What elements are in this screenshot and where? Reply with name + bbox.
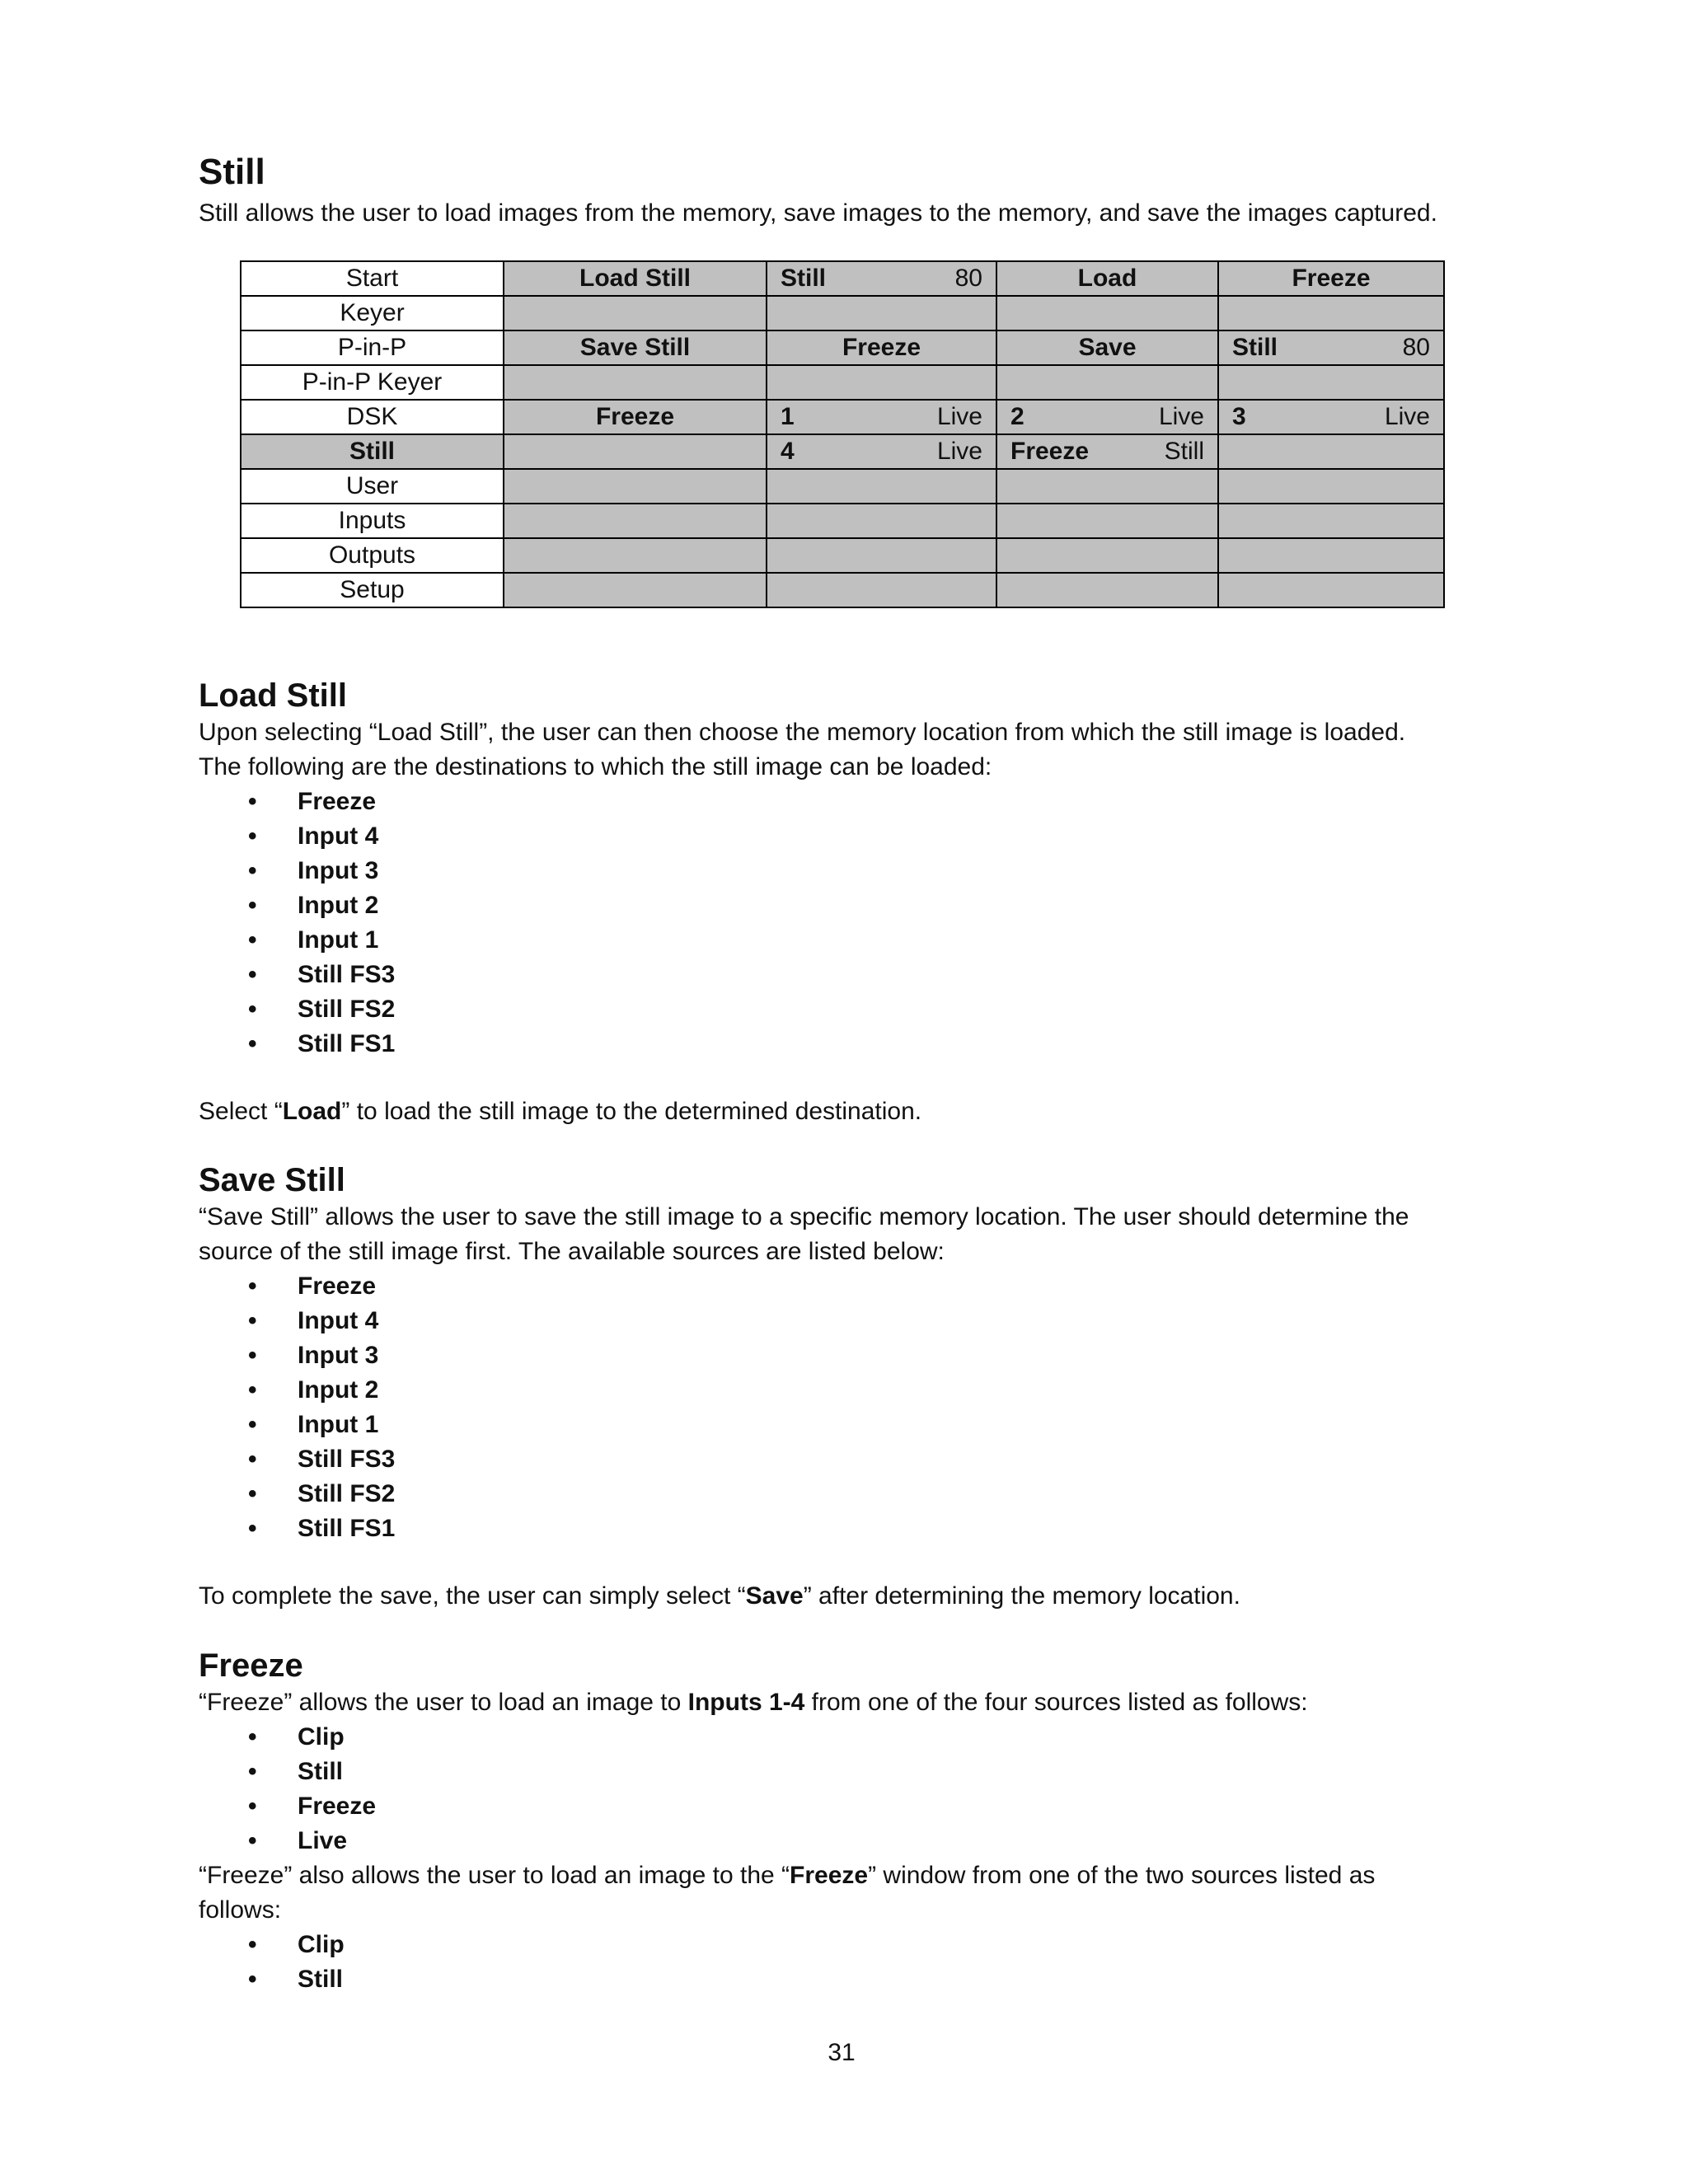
empty-cell: [767, 296, 996, 330]
empty-cell: [1218, 434, 1444, 469]
cell-value: Live: [936, 438, 982, 465]
cell-label: 2: [1010, 403, 1025, 430]
list-item: • Input 4: [248, 1304, 1484, 1338]
freeze-section: [199, 1646, 1484, 1997]
freeze-para2: [199, 1858, 1484, 1893]
text-part: ” window from one of the two sources listed as: [868, 1862, 1376, 1889]
list-item: • Live: [248, 1824, 1484, 1858]
list-item: • Input 3: [248, 854, 1484, 888]
table-row: [241, 330, 1444, 365]
inputs-keyword: Inputs 1-4: [687, 1689, 805, 1716]
freeze-cell[interactable]: Freeze: [1218, 261, 1444, 296]
save-still-heading: Save Still: [199, 1162, 345, 1198]
load-cell[interactable]: Load: [996, 261, 1218, 296]
menu-item-dsk[interactable]: DSK: [241, 400, 504, 434]
empty-cell: [504, 538, 767, 573]
load-destination-list: [199, 785, 1484, 1062]
input-2-cell[interactable]: [996, 400, 1218, 434]
empty-cell: [1218, 365, 1444, 400]
list-item: • Input 1: [248, 1408, 1484, 1442]
save-still-para1: “Save Still” allows the user to save the still image to a specific memory location. The user should determine the: [199, 1203, 1409, 1230]
cell-label: 4: [781, 438, 795, 465]
menu-item-user[interactable]: User: [241, 469, 504, 504]
load-keyword: Load: [282, 1098, 342, 1125]
list-item: • Still: [248, 1962, 1484, 1997]
list-item: • Freeze: [248, 1269, 1484, 1304]
text-part: To complete the save, the user can simply select “: [199, 1582, 746, 1610]
cell-value: Live: [1158, 403, 1204, 430]
cell-value: Still: [1164, 438, 1204, 465]
cell-value: 80: [1402, 334, 1430, 361]
empty-cell: [504, 296, 767, 330]
list-item: • Still FS3: [248, 958, 1484, 992]
empty-cell: [996, 365, 1218, 400]
empty-cell: [767, 573, 996, 607]
menu-table: [240, 260, 1445, 608]
list-item: • Input 4: [248, 819, 1484, 854]
menu-item-still[interactable]: Still: [241, 434, 504, 469]
cell-label: 1: [781, 403, 795, 430]
table-row: [241, 400, 1444, 434]
load-still-heading: Load Still: [199, 677, 347, 714]
still-value-cell[interactable]: [767, 261, 996, 296]
save-keyword: Save: [745, 1582, 804, 1610]
page-number: 31: [828, 2039, 856, 2066]
input-3-cell[interactable]: [1218, 400, 1444, 434]
load-still-section: [199, 676, 1484, 1129]
empty-cell: [767, 538, 996, 573]
empty-cell: [996, 296, 1218, 330]
still-value-cell[interactable]: [1218, 330, 1444, 365]
empty-cell: [504, 434, 767, 469]
empty-cell: [1218, 469, 1444, 504]
empty-cell: [996, 573, 1218, 607]
list-item: • Still FS2: [248, 992, 1484, 1027]
list-item: • Input 3: [248, 1338, 1484, 1373]
cell-value: Live: [1384, 403, 1430, 430]
input-4-cell[interactable]: [767, 434, 996, 469]
list-item: • Input 2: [248, 1373, 1484, 1408]
save-still-section: [199, 1160, 1484, 1614]
freeze-window-cell[interactable]: [996, 434, 1218, 469]
empty-cell: [996, 538, 1218, 573]
menu-item-setup[interactable]: Setup: [241, 573, 504, 607]
list-item: • Freeze: [248, 1789, 1484, 1824]
table-row: [241, 504, 1444, 538]
empty-cell: [767, 365, 996, 400]
text-part: “Freeze” allows the user to load an image to: [199, 1689, 688, 1716]
freeze-keyword: Freeze: [790, 1862, 869, 1889]
save-complete-instruction: [199, 1579, 1484, 1614]
cell-label: Still: [781, 265, 827, 292]
list-item: • Still FS2: [248, 1477, 1484, 1511]
section-title: Still: [199, 152, 265, 192]
cell-label: Freeze: [1010, 438, 1090, 465]
load-select-instruction: [199, 1094, 1484, 1129]
empty-cell: [1218, 296, 1444, 330]
freeze-heading: Freeze: [199, 1647, 303, 1684]
freeze-para1: [199, 1685, 1484, 1720]
section-intro: Still allows the user to load images from the memory, save images to the memory, and save the images captured.: [199, 199, 1437, 227]
table-row: [241, 296, 1444, 330]
list-item: • Still: [248, 1755, 1484, 1789]
list-item: • Still FS3: [248, 1442, 1484, 1477]
table-row: [241, 469, 1444, 504]
table-row: [241, 573, 1444, 607]
cell-label: Still: [1232, 334, 1278, 361]
cell-value: Live: [936, 403, 982, 430]
list-item: • Still FS1: [248, 1511, 1484, 1546]
save-still-cell[interactable]: Save Still: [504, 330, 767, 365]
empty-cell: [504, 469, 767, 504]
text-part: ” to load the still image to the determined destination.: [341, 1098, 922, 1125]
load-still-para2: The following are the destinations to which the still image can be loaded:: [199, 753, 992, 780]
menu-item-inputs[interactable]: Inputs: [241, 504, 504, 538]
list-item: • Freeze: [248, 785, 1484, 819]
menu-item-start[interactable]: Start: [241, 261, 504, 296]
empty-cell: [1218, 573, 1444, 607]
list-item: • Clip: [248, 1928, 1484, 1962]
table-row: [241, 434, 1444, 469]
cell-value: 80: [954, 265, 982, 292]
cell-label: 3: [1232, 403, 1246, 430]
save-cell[interactable]: Save: [996, 330, 1218, 365]
freeze-cell[interactable]: Freeze: [767, 330, 996, 365]
empty-cell: [504, 365, 767, 400]
empty-cell: [996, 469, 1218, 504]
freeze-para2-cont: follows:: [199, 1896, 282, 1924]
list-item: • Input 2: [248, 888, 1484, 923]
input-1-cell[interactable]: [767, 400, 996, 434]
freeze-cell[interactable]: Freeze: [504, 400, 767, 434]
list-item: • Clip: [248, 1720, 1484, 1755]
load-still-cell[interactable]: Load Still: [504, 261, 767, 296]
save-still-para2: source of the still image first. The available sources are listed below:: [199, 1238, 945, 1265]
freeze-window-source-list: [199, 1928, 1484, 1997]
empty-cell: [1218, 538, 1444, 573]
text-part: ” after determining the memory location.: [803, 1582, 1240, 1610]
table-row: [241, 365, 1444, 400]
text-part: from one of the four sources listed as follows:: [804, 1689, 1308, 1716]
empty-cell: [504, 573, 767, 607]
empty-cell: [767, 504, 996, 538]
text-part: Select “: [199, 1098, 283, 1125]
load-still-para1: Upon selecting “Load Still”, the user can then choose the memory location from which the still image is loaded.: [199, 719, 1406, 746]
menu-item-outputs[interactable]: Outputs: [241, 538, 504, 573]
table-row: [241, 538, 1444, 573]
menu-item-p-in-p[interactable]: P-in-P: [241, 330, 504, 365]
freeze-source-list: [199, 1720, 1484, 1858]
empty-cell: [996, 504, 1218, 538]
menu-item-p-in-p-keyer[interactable]: P-in-P Keyer: [241, 365, 504, 400]
list-item: • Input 1: [248, 923, 1484, 958]
empty-cell: [504, 504, 767, 538]
list-item: • Still FS1: [248, 1027, 1484, 1062]
table-row: [241, 261, 1444, 296]
empty-cell: [1218, 504, 1444, 538]
save-source-list: [199, 1269, 1484, 1546]
text-part: “Freeze” also allows the user to load an image to the “: [199, 1862, 790, 1889]
empty-cell: [767, 469, 996, 504]
menu-item-keyer[interactable]: Keyer: [241, 296, 504, 330]
